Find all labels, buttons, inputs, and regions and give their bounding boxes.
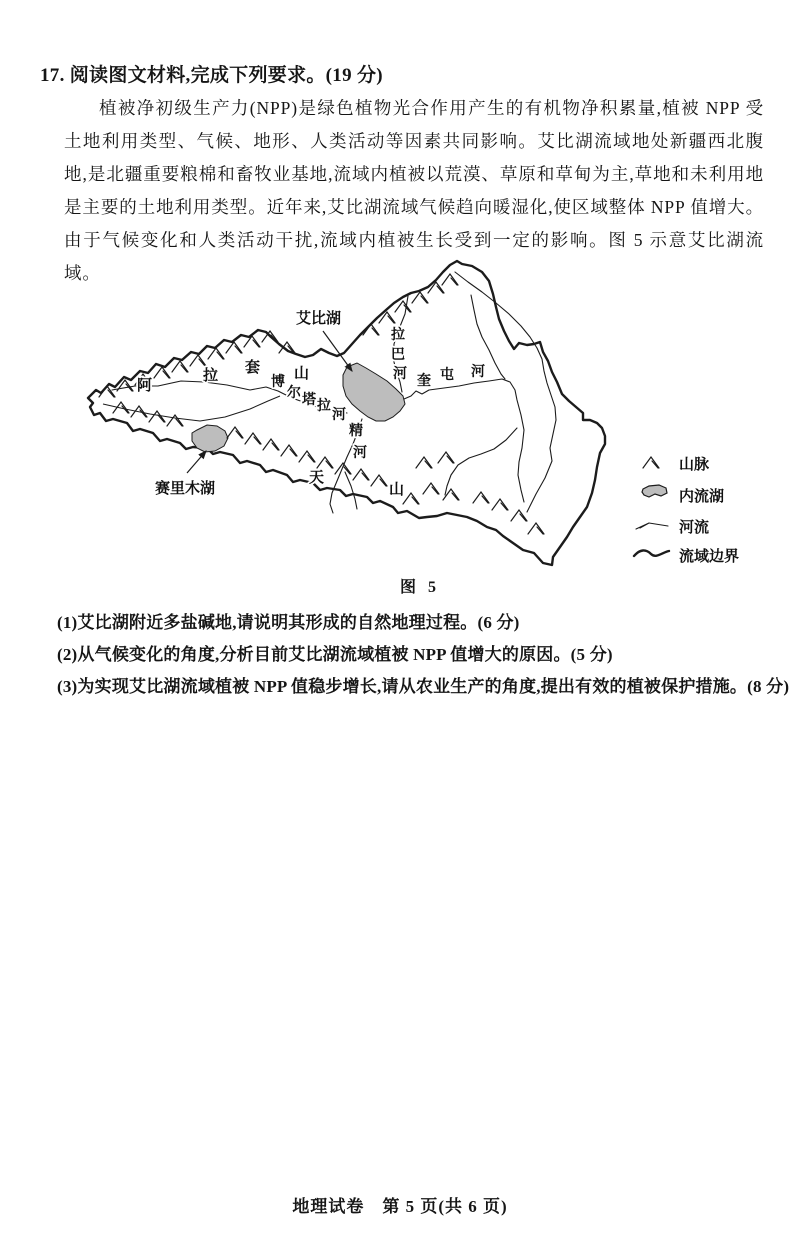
label-kuitun-3: 河 xyxy=(471,365,485,380)
label-laba-3: 河 xyxy=(393,367,407,382)
mountain-icon xyxy=(412,292,428,303)
legend-label-lake: 内流湖 xyxy=(679,489,725,505)
mountain-icon xyxy=(208,348,224,359)
label-laba-2: 巴 xyxy=(391,348,405,363)
figure-caption: 图 5 xyxy=(399,579,440,596)
legend-item-river xyxy=(636,518,709,536)
label-bortala-1: 博 xyxy=(271,375,285,390)
stimulus-paragraph: 植被净初级生产力(NPP)是绿色植物光合作用产生的有机物净积累量,植被 NPP 受土地利用类型、气候、地形、人类活动等因素共同影响。艾比湖流域地处新疆西北腹地,是北疆重要粮棉和畜牧业基地,流域内植被以荒漠、草原和草甸为主,草地和未利用地是主要的土地利用类型。近年来,艾比湖流域气候趋向暖湿化,使区域整体 NPP 值增大。由于气候变化和人类活动干扰,流域内植被生长受到一定的影响。图 5 示意艾比湖流域。 xyxy=(64,98,764,283)
mountain-icon xyxy=(438,452,454,463)
mountain-icon xyxy=(492,499,508,510)
sub-question-2: (2)从气候变化的角度,分析目前艾比湖流域植被 NPP 值增大的原因。(5 分) xyxy=(57,645,613,664)
east-river-line xyxy=(455,272,556,512)
label-bortala-2: 尔 xyxy=(287,386,301,401)
river-legend-icon xyxy=(636,523,668,529)
mountain-icon xyxy=(226,342,242,353)
legend-label-river: 河流 xyxy=(679,520,710,536)
sub-questions xyxy=(57,612,799,708)
mountain-icon xyxy=(395,301,411,312)
legend-label-mountain: 山脉 xyxy=(679,457,710,473)
mountain-legend-icon xyxy=(643,457,659,468)
mountain-icon xyxy=(335,463,351,474)
legend-item-lake xyxy=(642,485,724,505)
sailimu-lake-arrow xyxy=(187,451,206,473)
label-jing-1: 精 xyxy=(349,424,363,439)
map-legend xyxy=(634,455,739,565)
mountain-icon xyxy=(281,445,297,456)
mountain-icon xyxy=(403,493,419,504)
label-sailimu-lake: 赛里木湖 xyxy=(155,481,216,497)
label-bortala-3: 塔 xyxy=(302,393,316,408)
mountain-icon xyxy=(416,457,432,468)
ridge-base-line xyxy=(103,396,280,421)
legend-item-boundary xyxy=(634,547,739,565)
basin-map-svg xyxy=(60,255,780,600)
mountain-icon xyxy=(263,439,279,450)
label-bortala-4: 拉 xyxy=(317,399,331,414)
label-aibi-lake: 艾比湖 xyxy=(296,311,342,327)
label-alatao-4: 山 xyxy=(294,366,310,382)
inland-lake-legend-icon xyxy=(642,485,667,497)
mountain-icon xyxy=(371,475,387,486)
mountain-icon xyxy=(473,492,489,503)
rivers xyxy=(103,272,556,513)
mountain-icon xyxy=(511,510,527,521)
question-title: 阅读图文材料,完成下列要求。(19 分) xyxy=(69,65,383,86)
mountain-icon xyxy=(528,523,544,534)
label-alatao-3: 套 xyxy=(245,360,261,376)
mountain-icon xyxy=(245,433,261,444)
mountain-icon xyxy=(442,274,458,285)
mountain-icon xyxy=(113,402,129,413)
sub-question-3: (3)为实现艾比湖流域植被 NPP 值稳步增长,请从农业生产的角度,提出有效的植被保护措施。(8 分) xyxy=(57,677,790,696)
sailimu-lake-shape xyxy=(192,425,228,452)
mountain-icon xyxy=(227,427,243,438)
mountain-icon xyxy=(299,451,315,462)
label-alatao-1: 阿 xyxy=(137,378,153,394)
label-bortala-5: 河 xyxy=(332,408,346,423)
label-tianshan-2: 山 xyxy=(389,482,405,498)
label-kuitun-1: 奎 xyxy=(417,374,431,389)
legend-item-mountain xyxy=(643,455,710,473)
sub-question-1: (1)艾比湖附近多盐碱地,请说明其形成的自然地理过程。(6 分) xyxy=(57,613,520,632)
label-kuitun-2: 屯 xyxy=(440,368,454,383)
mountain-icon xyxy=(172,361,188,372)
question-header xyxy=(40,60,770,87)
label-jing-2: 河 xyxy=(353,446,367,461)
mountain-icon xyxy=(154,367,170,378)
mountain-icon xyxy=(190,355,206,366)
legend-label-boundary: 流域边界 xyxy=(679,549,740,565)
boundary-legend-icon xyxy=(634,550,669,556)
question-number: 17. xyxy=(40,65,65,86)
label-tianshan-1: 天 xyxy=(309,470,325,486)
label-alatao-2: 拉 xyxy=(203,368,219,384)
mountain-icon xyxy=(317,457,333,468)
southwest-tributary xyxy=(445,428,517,495)
mountain-icon xyxy=(423,483,439,494)
page-footer: 地理试卷 第 5 页(共 6 页) xyxy=(292,1197,508,1216)
mountain-icon xyxy=(353,469,369,480)
mountain-icon xyxy=(244,336,260,347)
label-laba-1: 拉 xyxy=(391,328,405,343)
